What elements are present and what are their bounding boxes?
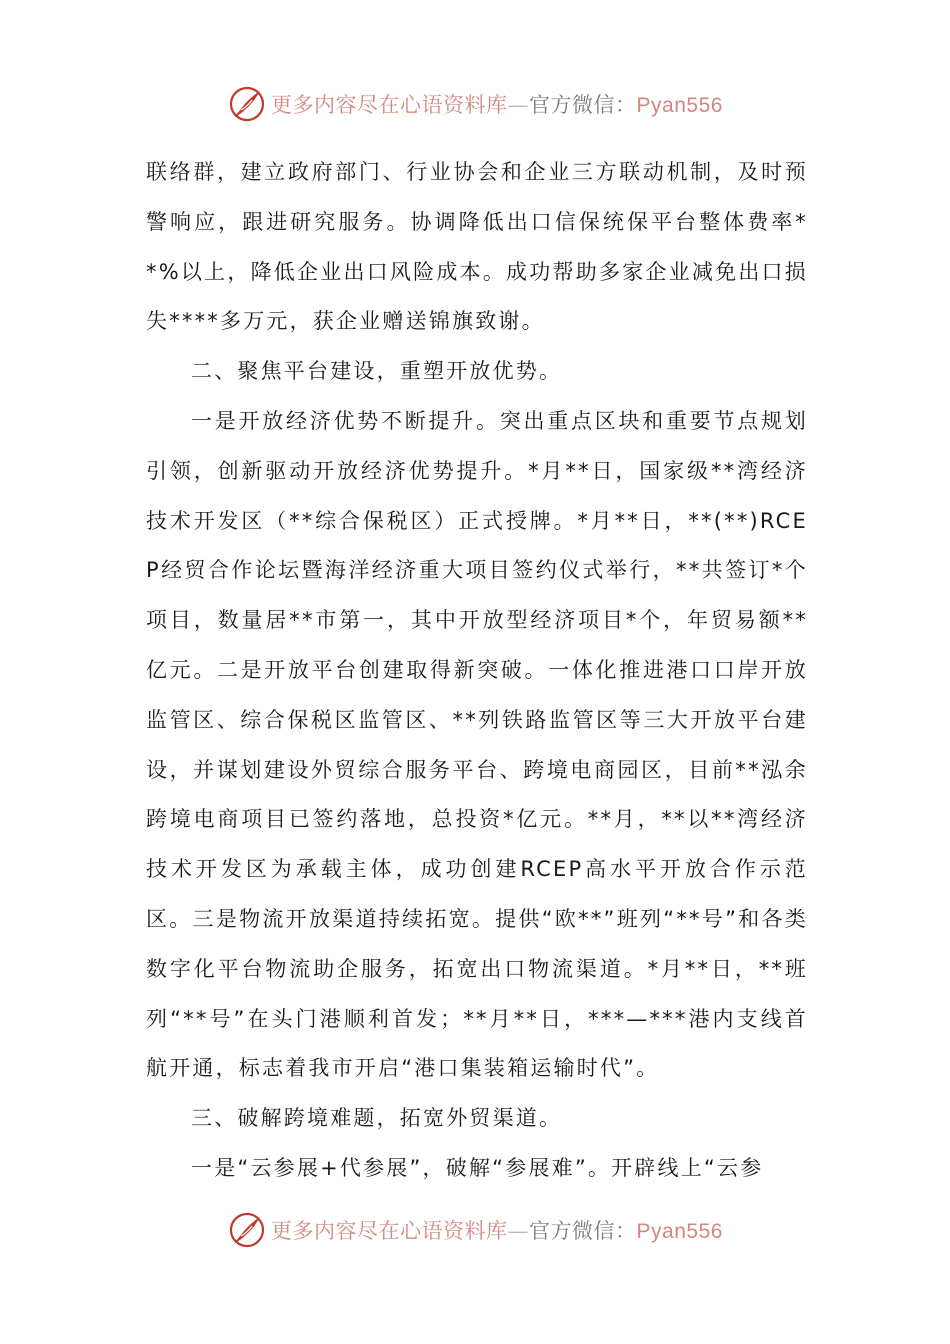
watermark-prefix: 更多内容尽在心语资料库 [271, 93, 508, 117]
watermark-label: 官方微信： [529, 93, 637, 117]
watermark-wechat-id: Pyan556 [636, 94, 723, 117]
section-heading-cross-border: 三、破解跨境难题，拓宽外贸渠道。 [191, 1106, 563, 1131]
footer-watermark-banner [0, 1208, 950, 1252]
watermark-label: 官方微信： [529, 1219, 637, 1243]
watermark-text [271, 1215, 723, 1245]
paragraph-platform-details: 一是开放经济优势不断提升。突出重点区块和重要节点规划引领，创新驱动开放经济优势提升。*月**日，国家级**湾经济技术开发区（**综合保税区）正式授牌。*月**日，**(**)RCEP经贸合作论坛暨海洋经济重大项目签约仪式举行，**共签订*个项目，数量居**市第一，其中开放型经济项目*个，年贸易额**亿元。二是开放平台创建取得新突破。一体化推进港口口岸开放监管区、综合保税区监管区、**列铁路监管区等三大开放平台建设，并谋划建设外贸综合服务平台、跨境电商园区，目前**泓余跨境电商项目已签约落地，总投资*亿元。**月，**以**湾经济技术开发区为承载主体，成功创建RCEP高水平开放合作示范区。三是物流开放渠道持续拓宽。提供“欧**”班列“**号”和各类数字化平台物流助企服务，拓宽出口物流渠道。*月**日，**班列“**号”在头门港顺利首发；**月**日，***—***港内支线首航开通，标志着我市开启“港口集装箱运输时代”。 [146, 408, 808, 1081]
document-body [146, 148, 808, 1194]
watermark-prefix: 更多内容尽在心语资料库 [271, 1219, 508, 1243]
watermark-text [271, 89, 723, 119]
watermark-wechat-id: Pyan556 [636, 1220, 723, 1243]
header-watermark-banner [0, 82, 950, 126]
section-heading-platform: 二、聚焦平台建设，重塑开放优势。 [191, 359, 563, 384]
watermark-separator: — [507, 93, 530, 117]
quill-pen-logo-icon [227, 1210, 267, 1250]
quill-pen-logo-icon [227, 84, 267, 124]
watermark-separator: — [507, 1219, 530, 1243]
paragraph-continuation: 联络群，建立政府部门、行业协会和企业三方联动机制，及时预警响应，跟进研究服务。协调降低出口信保统保平台整体费率**%以上，降低企业出口风险成本。成功帮助多家企业减免出口损失****多万元，获企业赠送锦旗致谢。 [146, 160, 808, 334]
paragraph-cloud-exhibition: 一是“云参展+代参展”，破解“参展难”。开辟线上“云参 [191, 1155, 764, 1180]
